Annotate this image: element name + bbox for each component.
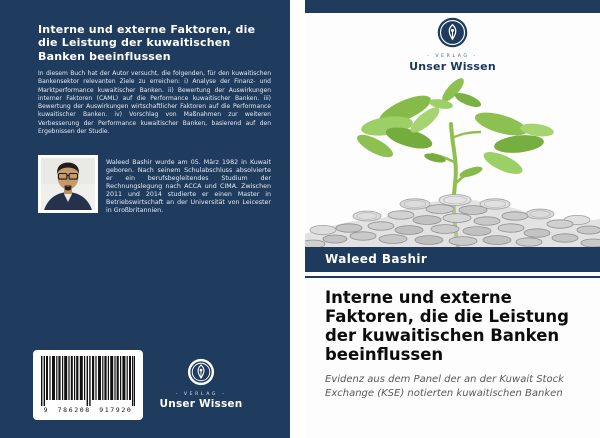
publisher-logo-bottom (156, 358, 246, 410)
author-name: Waleed Bashir (325, 252, 428, 266)
front-cover-title (325, 288, 593, 364)
pen-nib-icon (187, 358, 215, 386)
back-cover-panel (0, 0, 290, 438)
author-photo (38, 155, 98, 213)
publisher-tagline: - VERLAG - (175, 392, 227, 397)
back-cover-description: In diesem Buch hat der Autor versucht, die folgenden, für den kuwaitischen Bankensektor relevanten Ziele zu erreichen: i) Analyse der Finanz- und Marktperformance kuwaitischer Banken. ii) Bewertung der Auswirkungen interner Faktoren (CAML) auf die Performance kuwaitischer Banken. iii) Bewertung der Auswirkungen wirtschaftlicher Faktoren auf die Performance kuwaitischer Banken. iv) Vorschlag von Maßnahmen zur weiteren Verbesserung der Performance kuwaitischer Banken, basierend auf den Ergebnissen der Studie. (38, 70, 271, 136)
title-line: Faktoren, die die Leistung (325, 307, 569, 326)
front-cover-panel (305, 0, 600, 438)
author-section (38, 155, 271, 215)
barcode-digits: 9 786208 917920 (43, 406, 133, 414)
publisher-name: Unser Wissen (409, 60, 496, 73)
author-bio: Waleed Bashir wurde am 05. März 1982 in Kuwait geboren. Nach seinem Schulabschluss absolvierte er ein berufsbegleitendes Studium der Rechnungslegung nach ACCA und CIMA. Zwischen 2011 und 2014 studierte er einen Master in Betriebswirtschaft an der Universität von Leicester in Großbritannien. (106, 159, 271, 214)
divider-rule (305, 276, 600, 278)
author-name-banner (305, 247, 600, 272)
barcode (33, 350, 143, 420)
title-line: beeinflussen (325, 345, 444, 364)
barcode-bars (41, 356, 135, 408)
pen-nib-icon (437, 17, 468, 48)
plant-coins-image (305, 68, 600, 248)
publisher-logo-top (305, 17, 600, 73)
title-line: Interne und externe (325, 288, 512, 307)
title-line: der kuwaitischen Banken (325, 326, 560, 345)
seedling-coins-illustration (305, 68, 600, 248)
publisher-tagline: - VERLAG - (427, 54, 478, 59)
top-accent-bar (305, 0, 600, 13)
publisher-name: Unser Wissen (159, 398, 243, 410)
front-cover-subtitle: Evidenz aus dem Panel der an der Kuwait Stock Exchange (KSE) notierten kuwaitischen Banken (325, 374, 564, 399)
author-photo-illustration (41, 158, 95, 210)
back-cover-title: Interne und externe Faktoren, die die Leistung der kuwaitischen Banken beeinflussen (38, 23, 256, 63)
